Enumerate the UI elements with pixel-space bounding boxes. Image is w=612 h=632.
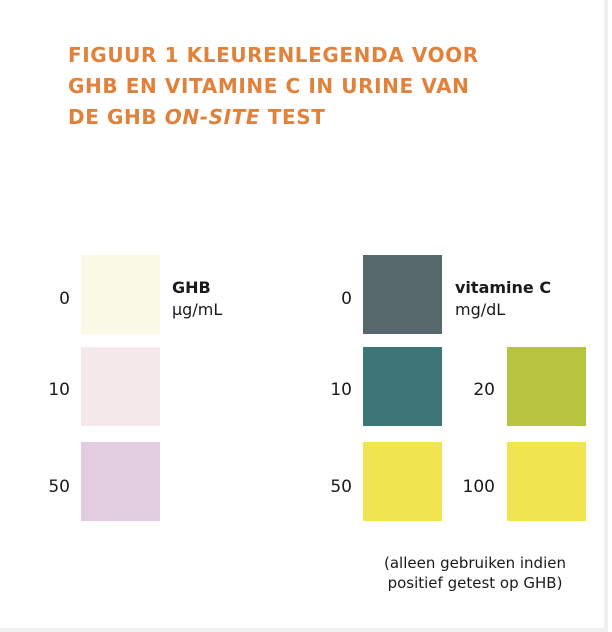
title-line-3-pre: DE GHB [68, 105, 165, 129]
ghb-level-0-label: 0 [59, 289, 70, 309]
vitc-swatch-50 [363, 442, 442, 521]
usage-note-line-2: positief getest op GHB) [387, 574, 563, 592]
vitc-swatch-10 [363, 347, 442, 426]
vitc-swatch-0 [363, 255, 442, 334]
title-line-3 [68, 102, 588, 133]
figure-title [68, 40, 588, 133]
ghb-level-50-label: 50 [48, 477, 70, 497]
vitc-level-0-label: 0 [341, 289, 352, 309]
usage-note-line-1: (alleen gebruiken indien [384, 554, 566, 572]
ghb-swatch-50 [81, 442, 160, 521]
vitc-level-100-label: 100 [462, 477, 495, 497]
ghb-swatch-10 [81, 347, 160, 426]
vitc-swatch-20 [507, 347, 586, 426]
title-line-1: FIGUUR 1 KLEURENLEGENDA VOOR [68, 43, 479, 67]
title-line-3-post: TEST [260, 105, 326, 129]
vitc-unit: mg/dL [455, 300, 506, 319]
usage-note [360, 553, 590, 593]
title-line-3-italic: ON-SITE [164, 105, 261, 129]
vitc-swatch-100 [507, 442, 586, 521]
vitc-level-50-label: 50 [330, 477, 352, 497]
ghb-unit: µg/mL [172, 300, 223, 319]
title-line-2: GHB EN VITAMINE C IN URINE VAN [68, 74, 470, 98]
ghb-swatch-0 [81, 255, 160, 334]
ghb-level-10-label: 10 [48, 380, 70, 400]
vitc-level-20-label: 20 [473, 380, 495, 400]
vitc-level-10-label: 10 [330, 380, 352, 400]
vitc-heading: vitamine C [455, 278, 552, 297]
ghb-heading: GHB [172, 278, 211, 297]
